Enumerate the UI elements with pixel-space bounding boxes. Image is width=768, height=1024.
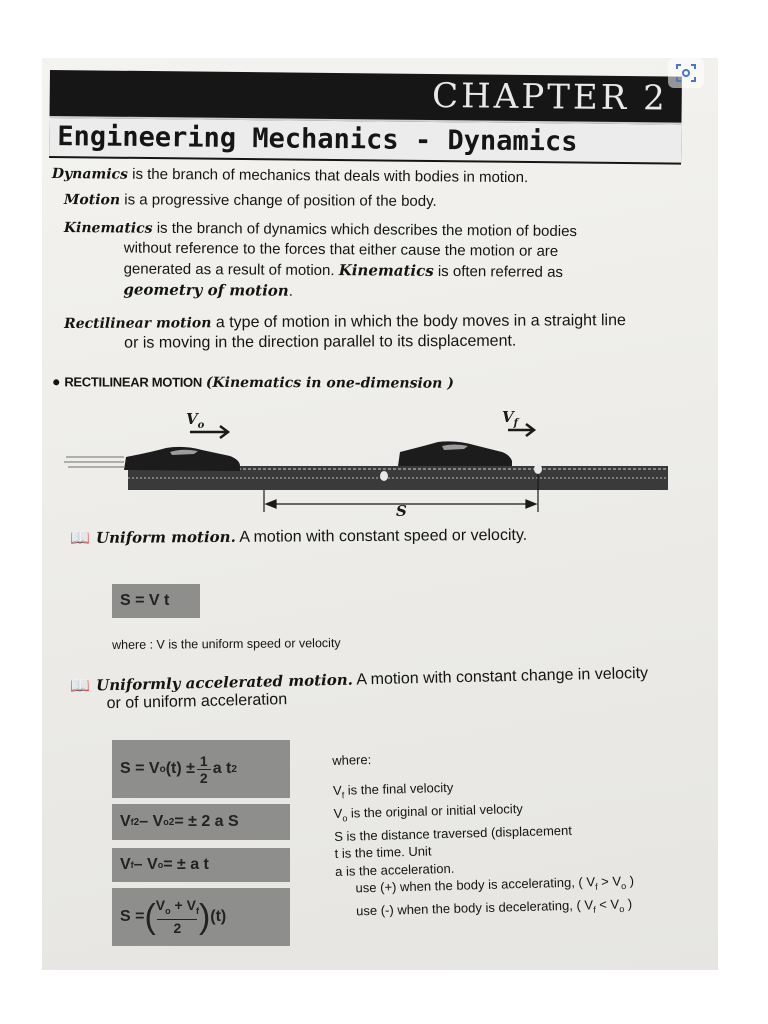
wheel-marker-right	[534, 464, 542, 474]
lens-search-button[interactable]	[668, 58, 704, 88]
def-time: t is the time. Unit	[334, 843, 432, 862]
car-initial-icon	[124, 447, 240, 471]
uniformly-accelerated-heading	[70, 663, 649, 714]
def-final-velocity: $V_f$ is the final velocity	[332, 779, 454, 800]
uniformly-accelerated-description-1: A motion with constant change in velocity	[352, 664, 649, 689]
variable-definitions	[332, 744, 635, 926]
section-title: RECTILINEAR MOTION	[64, 374, 202, 390]
formula-uniform-motion: S = V t	[112, 584, 200, 618]
section-heading	[52, 373, 454, 391]
definition-rectilinear-motion	[64, 311, 626, 354]
formula-velocity-change: V f – V o = ± a t	[112, 848, 290, 882]
fraction-one-half: $\frac{1}{2}$	[197, 753, 211, 786]
displacement-label: S	[396, 502, 407, 520]
left-paren-icon: (	[144, 898, 156, 936]
chapter-label: CHAPTER 2	[431, 76, 668, 119]
car-final-icon	[398, 441, 512, 466]
lens-icon	[675, 62, 697, 84]
formula-average-velocity: S = ( $V_o + V_f$ 2 ) (t)	[112, 888, 290, 946]
definition-dynamics-text: is the branch of mechanics that deals with bodies in motion.	[127, 165, 529, 187]
def-distance: S is the distance traversed (displacement	[334, 822, 573, 844]
final-velocity-label: $V_f$	[502, 408, 518, 429]
kinematics-geometry-of-motion: geometry of motion	[123, 280, 289, 300]
kinematics-line-1: is the branch of dynamics which describes the motion of bodies	[152, 219, 578, 241]
uniform-motion-description: A motion with constant speed or velocity.	[235, 526, 528, 546]
fraction-average: $V_o + V_f$ 2	[155, 896, 199, 937]
definition-motion	[64, 190, 437, 212]
uniformly-accelerated-description-2: or of uniform acceleration	[106, 691, 288, 713]
definition-motion-text: is a progressive change of position of the body.	[120, 191, 437, 210]
kinematics-line-4-end: .	[288, 282, 293, 300]
section-subtitle: (Kinematics in one-dimension )	[205, 374, 454, 392]
rectilinear-motion-diagram	[62, 408, 682, 523]
def-decelerating-rule: use (-) when the body is decelerating, ( $V_f < V_o$ )	[355, 896, 633, 919]
chapter-title: Engineering Mechanics - Dynamics	[49, 118, 681, 163]
where-heading: where:	[332, 751, 372, 768]
rectilinear-line-2: or is moving in the direction parallel to its displacement.	[124, 332, 517, 352]
right-paren-icon: )	[198, 898, 211, 936]
wheel-marker-left	[380, 471, 388, 481]
uniform-motion-where-note: where : V is the uniform speed or velocity	[112, 636, 341, 652]
definition-dynamics	[52, 164, 528, 188]
chapter-header	[49, 70, 682, 165]
kinematics-line-2: without reference to the forces that either cause the motion or are	[123, 239, 559, 260]
book-icon: 📖	[70, 529, 91, 547]
kinematics-line-3b: is often referred as	[433, 262, 564, 281]
term-dynamics: Dynamics	[51, 165, 129, 183]
bullet-icon: ●	[51, 373, 61, 390]
kinematics-line-3a: generated as a result of motion.	[123, 260, 339, 280]
initial-velocity-label: $V_o$	[186, 410, 205, 431]
term-kinematics: Kinematics	[63, 219, 153, 237]
def-initial-velocity: $V_o$ is the original or initial velocity	[333, 800, 523, 823]
uniformly-accelerated-title: Uniformly accelerated motion.	[95, 670, 354, 695]
speed-lines-icon	[64, 457, 124, 467]
def-accelerating-rule: use (+) when the body is accelerating, ( $V_f > V_o$ )	[355, 873, 635, 896]
term-rectilinear-motion: Rectilinear motion	[64, 315, 212, 332]
rectilinear-line-1: a type of motion in which the body moves in a straight line	[211, 312, 626, 332]
def-acceleration: a is the acceleration.	[334, 860, 455, 879]
formula-displacement: S = V o (t) ± $\frac{1}{2}$ a t 2	[112, 740, 290, 798]
term-motion: Motion	[63, 191, 121, 209]
uniform-motion-title: Uniform motion.	[95, 527, 236, 547]
formula-velocity-squared: V f 2 – V o 2 = ± 2 a S	[112, 804, 290, 840]
definition-kinematics	[63, 218, 577, 304]
book-page	[42, 58, 718, 970]
kinematics-term-inline: Kinematics	[338, 261, 434, 280]
book-icon: 📖	[70, 677, 91, 695]
uniform-motion-heading	[70, 525, 527, 548]
